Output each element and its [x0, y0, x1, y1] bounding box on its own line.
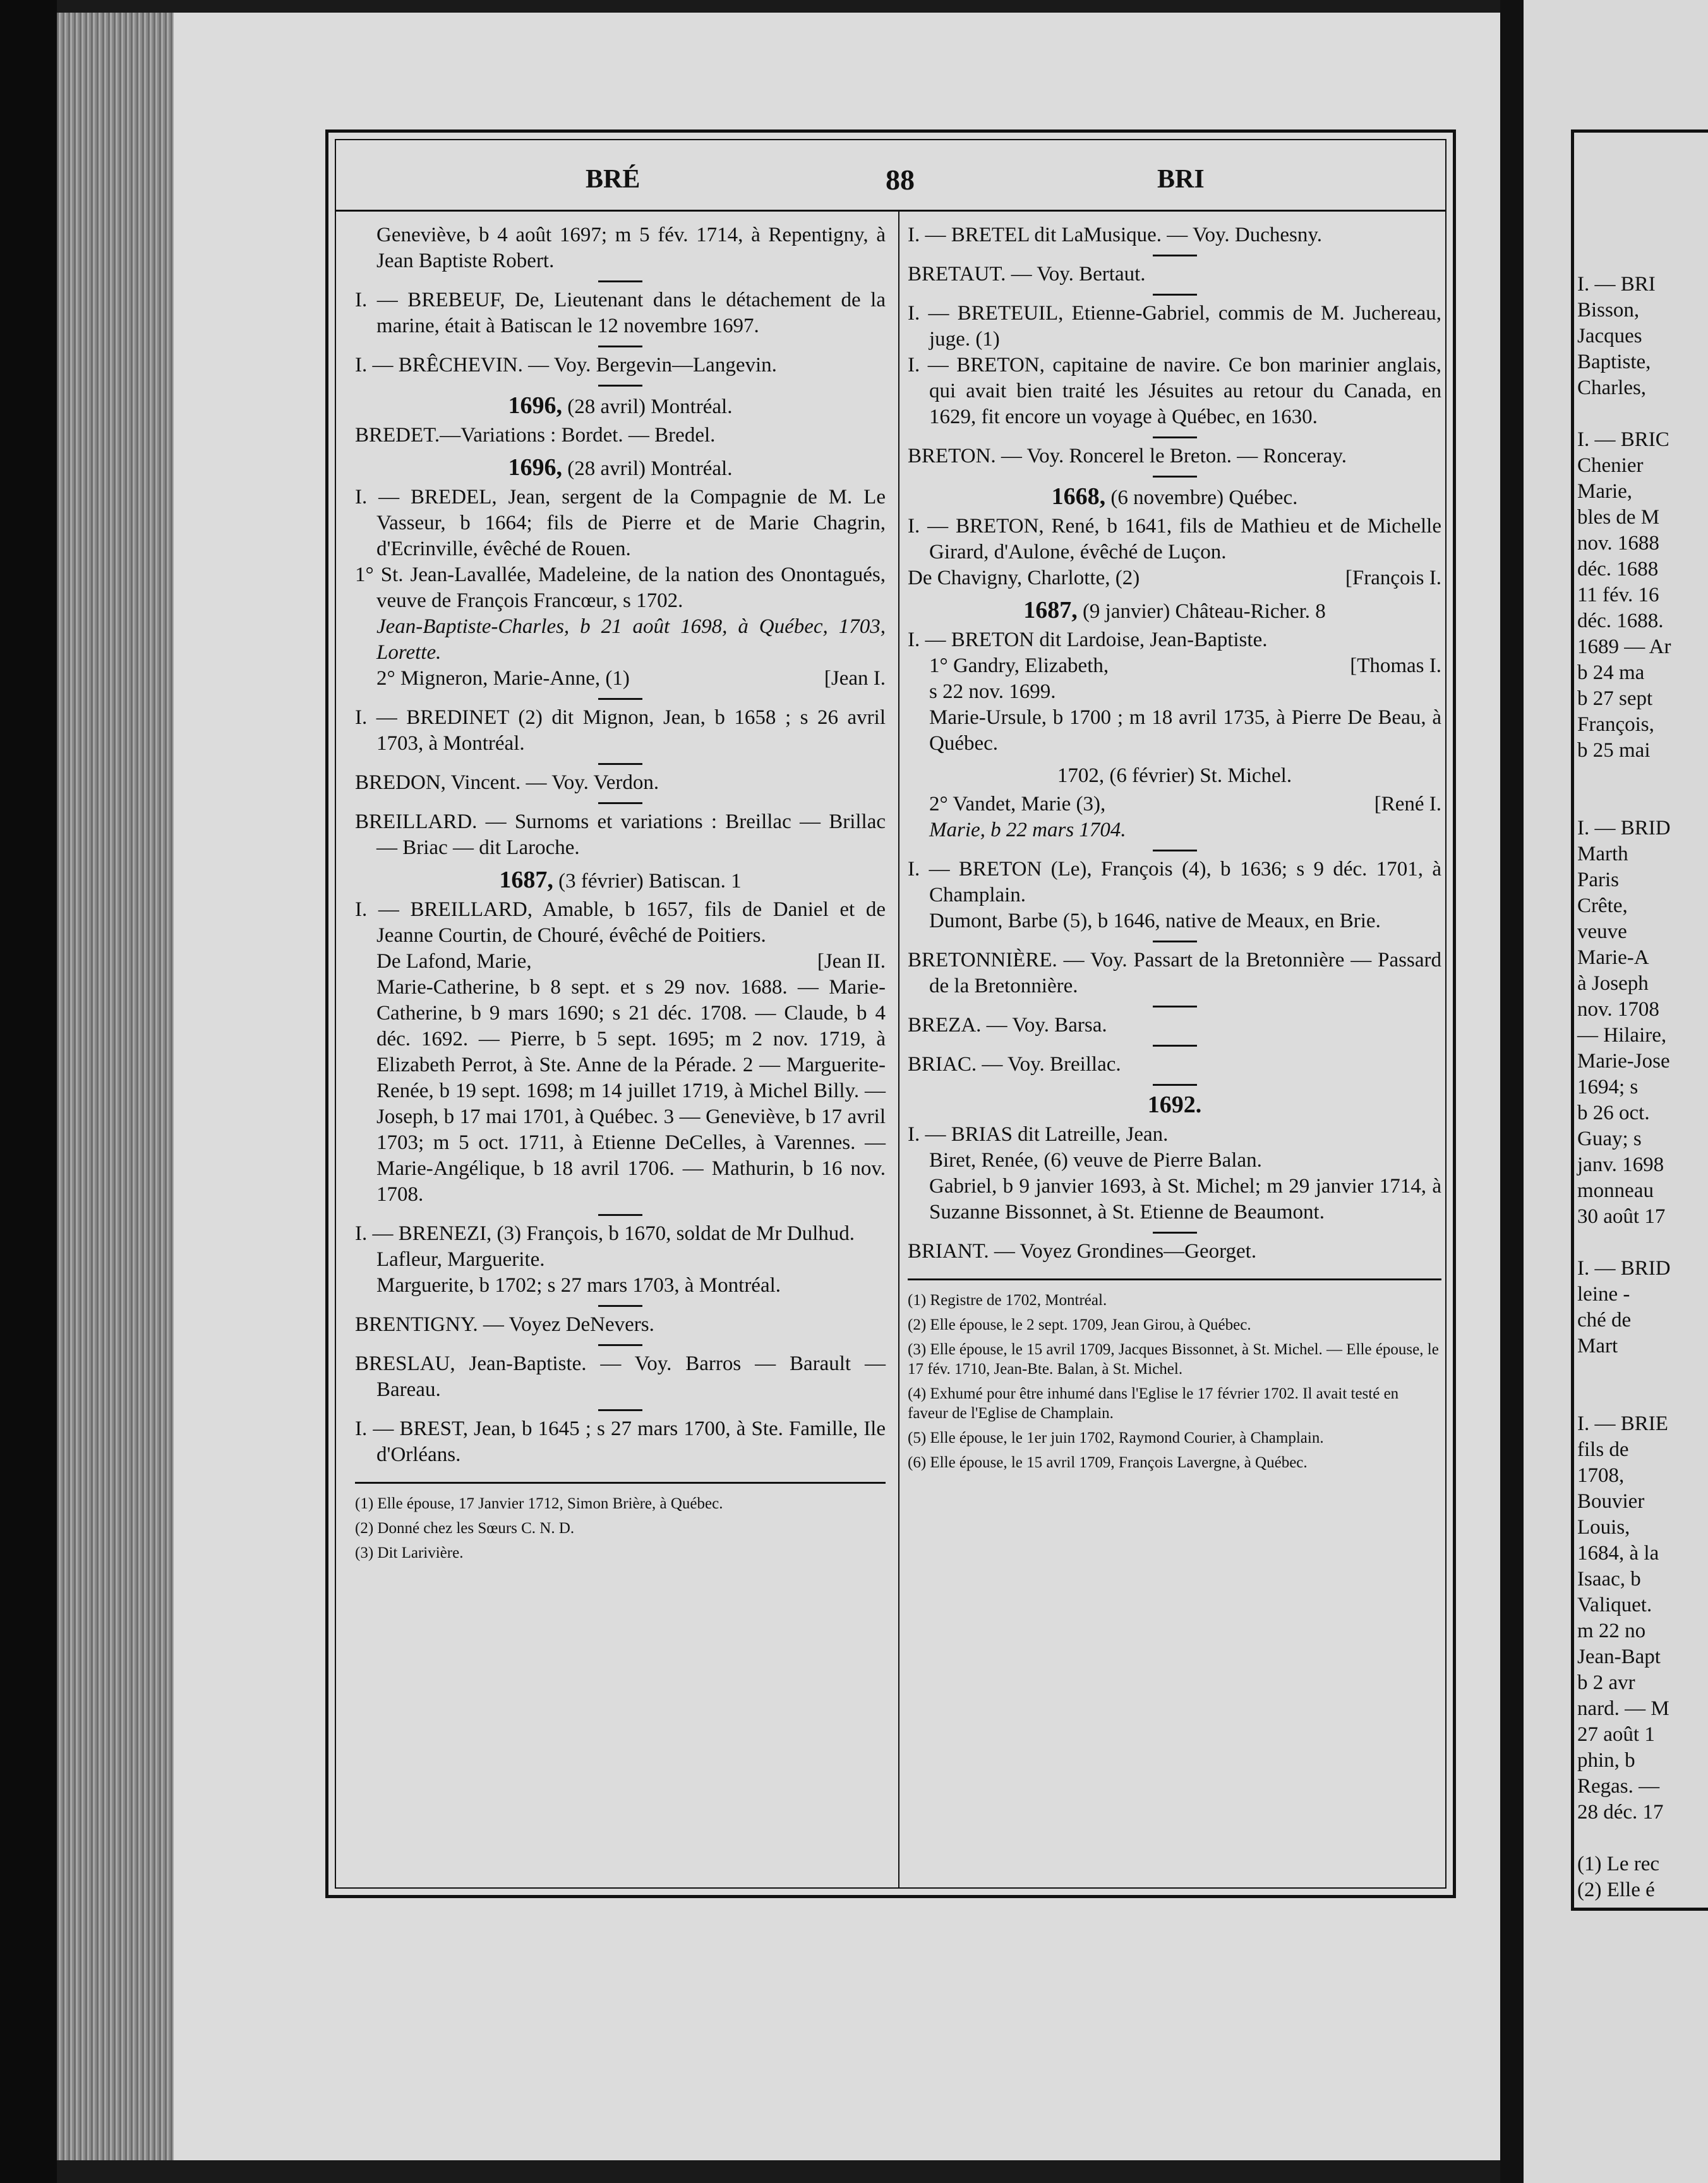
adjacent-page-line	[1577, 1825, 1671, 1851]
entry: Dumont, Barbe (5), b 1646, native de Meaux, en Brie.	[929, 910, 1381, 932]
entry: Lafleur, Marguerite.	[376, 1248, 545, 1271]
adjacent-page-line: I. — BRIC	[1577, 428, 1669, 451]
adjacent-page-line: Mart	[1577, 1335, 1618, 1357]
separator-rule	[598, 1409, 642, 1411]
entry: Geneviève, b 4 août 1697; m 5 fév. 1714, à Repentigny, à Jean Baptiste Robert.	[376, 224, 886, 272]
adjacent-page-line: I. — BRI	[1577, 273, 1656, 296]
spouse-line	[908, 653, 1441, 679]
entry: I. — BRETEUIL, Etienne-Gabriel, commis de M. Juchereau, juge. (1)	[908, 302, 1441, 351]
entry: I. — BRÊCHEVIN. — Voy. Bergevin—Langevin.	[355, 354, 777, 376]
marriage-place: (28 avril) Montréal.	[562, 395, 733, 418]
entry: Gabriel, b 9 janvier 1693, à St. Michel; m 29 janvier 1714, à Suzanne Bissonnet, à St. Etienne de Beaumont.	[929, 1175, 1441, 1224]
adjacent-page-line: Baptiste,	[1577, 351, 1651, 373]
adjacent-page-line: b 27 sept	[1577, 687, 1653, 710]
adjacent-page-line: Isaac, b	[1577, 1568, 1641, 1591]
adjacent-page-line: Crête,	[1577, 894, 1628, 917]
book-gutter	[1500, 0, 1524, 2183]
spouse-parent: [Jean II.	[817, 950, 886, 973]
spouse-line	[908, 565, 1441, 591]
entry: BRETAUT. — Voy. Bertaut.	[908, 263, 1146, 286]
adjacent-page-line: b 2 avr	[1577, 1671, 1635, 1694]
footnote: (2) Elle épouse, le 2 sept. 1709, Jean Girou, à Québec.	[908, 1316, 1251, 1333]
adjacent-page-line: I. — BRIE	[1577, 1412, 1668, 1435]
header-right: BRI	[1157, 165, 1205, 194]
separator-rule	[598, 802, 642, 804]
entry: I. — BRENEZI, (3) François, b 1670, soldat de Mr Dulhud.	[355, 1222, 855, 1245]
entry: BREZA. — Voy. Barsa.	[908, 1014, 1107, 1037]
separator-rule	[1153, 294, 1197, 296]
page-frame	[325, 129, 1456, 1898]
entry: I. — BRETON dit Lardoise, Jean-Baptiste.	[908, 628, 1268, 651]
adjacent-page-line: Marie-Jose	[1577, 1050, 1670, 1073]
adjacent-page-line: 27 août 1	[1577, 1723, 1655, 1746]
adjacent-page-line: b 25 mai	[1577, 739, 1651, 762]
footnote: (1) Elle épouse, 17 Janvier 1712, Simon Brière, à Québec.	[355, 1495, 723, 1512]
footnote-rule	[355, 1482, 886, 1484]
adjacent-page-line: leine -	[1577, 1283, 1630, 1306]
spouse-name: 2° Vandet, Marie (3),	[929, 793, 1106, 815]
adjacent-page-line: Guay; s	[1577, 1128, 1642, 1150]
adjacent-page-line: m 22 no	[1577, 1620, 1646, 1642]
marriage-place: (9 janvier) Château-Richer. 8	[1077, 600, 1326, 623]
entry: BREILLARD. — Surnoms et variations : Breillac — Brillac — Briac — dit Laroche.	[355, 810, 886, 859]
separator-rule	[598, 346, 642, 347]
adjacent-page-line: Jean-Bapt	[1577, 1645, 1661, 1668]
left-column	[355, 222, 886, 1568]
adjacent-page-line: Valiquet.	[1577, 1594, 1652, 1616]
adjacent-page-line	[1577, 790, 1671, 815]
adjacent-page-line: Marie,	[1577, 480, 1633, 503]
adjacent-page-line	[1577, 401, 1671, 427]
separator-rule	[598, 280, 642, 282]
entry: I. — BRIAS dit Latreille, Jean.	[908, 1123, 1169, 1146]
entry: I. — BREBEUF, De, Lieutenant dans le détachement de la marine, était à Batiscan le 12 novembre 1697.	[355, 289, 886, 337]
adjacent-page-line	[1577, 1385, 1671, 1411]
footnote: (3) Dit Larivière.	[355, 1544, 464, 1561]
separator-rule	[598, 763, 642, 765]
entry: I. — BRETEL dit LaMusique. — Voy. Duchesny.	[908, 224, 1322, 246]
entry: I. — BREDINET (2) dit Mignon, Jean, b 1658 ; s 26 avril 1703, à Montréal.	[355, 706, 886, 755]
book-page-edges	[57, 13, 177, 2160]
entry: Biret, Renée, (6) veuve de Pierre Balan.	[929, 1149, 1262, 1172]
adjacent-page-line: Regas. —	[1577, 1775, 1660, 1798]
adjacent-page-line: Louis,	[1577, 1516, 1630, 1539]
adjacent-page-line: 11 fév. 16	[1577, 584, 1659, 606]
adjacent-page-line: bles de M	[1577, 506, 1660, 529]
footnote: (3) Elle épouse, le 15 avril 1709, Jacques Bissonnet, à St. Michel. — Elle épouse, le 17 fév. 1710, Jean-Bte. Balan, à St. Michel.	[908, 1341, 1439, 1378]
header-left: BRÉ	[586, 165, 640, 194]
adjacent-page-line	[1577, 1230, 1671, 1256]
separator-rule	[1153, 1006, 1197, 1007]
adjacent-page-line: Jacques	[1577, 325, 1642, 347]
adjacent-page-line: déc. 1688.	[1577, 610, 1664, 632]
adjacent-page-line: ché de	[1577, 1309, 1632, 1332]
adjacent-page-line: I. — BRID	[1577, 817, 1671, 839]
marriage-date-heading	[355, 455, 886, 482]
column-divider	[898, 210, 899, 1887]
separator-rule	[598, 698, 642, 700]
marriage-year: 1692.	[1147, 1092, 1202, 1118]
marriage-year: 1687,	[1023, 597, 1078, 623]
separator-rule	[598, 385, 642, 387]
adjacent-page-line: déc. 1688	[1577, 558, 1659, 580]
footnote-rule	[908, 1278, 1441, 1280]
adjacent-page	[1524, 0, 1708, 2183]
adjacent-page-line: 28 déc. 17	[1577, 1801, 1664, 1824]
adjacent-page-line: (1) Le rec	[1577, 1853, 1660, 1875]
adjacent-page-line	[1577, 1359, 1671, 1385]
marriage-date-heading	[355, 393, 886, 420]
adjacent-page-line: fils de	[1577, 1438, 1629, 1461]
entry: I. — BREDEL, Jean, sergent de la Compagnie de M. Le Vasseur, b 1664; fils de Pierre et de Marie Chagrin, d'Ecrinville, évêché de Rouen.	[355, 486, 886, 560]
adjacent-page-line: 1708,	[1577, 1464, 1625, 1487]
adjacent-page-line: Bouvier	[1577, 1490, 1645, 1513]
adjacent-page-line: à Joseph	[1577, 972, 1649, 995]
separator-rule	[1153, 436, 1197, 438]
page-frame-inner	[335, 139, 1446, 1889]
marriage-year: 1696,	[508, 392, 563, 419]
entry: BRIANT. — Voyez Grondines—Georget.	[908, 1240, 1257, 1263]
entry: BRENTIGNY. — Voyez DeNevers.	[355, 1313, 654, 1336]
spouse-parent: [François I.	[1345, 567, 1441, 589]
spouse-line	[908, 791, 1441, 817]
marriage-date-heading: 1702, (6 février) St. Michel.	[1057, 764, 1292, 787]
marriage-place: (3 février) Batiscan. 1	[553, 870, 742, 893]
footnote: (2) Donné chez les Sœurs C. N. D.	[355, 1520, 575, 1537]
spouse-parent: [Thomas I.	[1350, 654, 1441, 677]
entry: I. — BRETON (Le), François (4), b 1636; s 9 déc. 1701, à Champlain.	[908, 858, 1441, 906]
separator-rule	[1153, 1084, 1197, 1086]
adjacent-page-line: b 26 oct.	[1577, 1102, 1650, 1124]
adjacent-page-line: nov. 1708	[1577, 998, 1659, 1021]
footnote: (5) Elle épouse, le 1er juin 1702, Raymond Courier, à Champlain.	[908, 1429, 1324, 1446]
spouse-line	[355, 949, 886, 975]
adjacent-page-text	[1577, 272, 1671, 1903]
separator-rule	[598, 1344, 642, 1346]
adjacent-page-line: phin, b	[1577, 1749, 1635, 1772]
running-header	[336, 140, 1445, 212]
marriage-date-heading	[908, 484, 1441, 511]
adjacent-page-line: janv. 1698	[1577, 1153, 1664, 1176]
marriage-date-heading	[908, 1092, 1441, 1119]
entry: Jean-Baptiste-Charles, b 21 août 1698, à Québec, 1703, Lorette.	[376, 615, 886, 664]
marriage-date-heading	[908, 598, 1441, 625]
right-column	[908, 222, 1441, 1477]
marriage-place: (28 avril) Montréal.	[562, 457, 733, 480]
adjacent-page-line: veuve	[1577, 920, 1627, 943]
entry: BRETONNIÈRE. — Voy. Passart de la Bretonnière — Passard de la Bretonnière.	[908, 949, 1441, 997]
entry: 1° St. Jean-Lavallée, Madeleine, de la nation des Onontagués, veuve de François Francœur, s 1702.	[355, 563, 886, 612]
separator-rule	[598, 1305, 642, 1307]
separator-rule	[1153, 850, 1197, 851]
marriage-year: 1696,	[508, 454, 563, 481]
adjacent-page-line: 1689 — Ar	[1577, 635, 1671, 658]
spouse-parent: [René I.	[1374, 793, 1441, 815]
adjacent-page-line: Marth	[1577, 843, 1628, 865]
spouse-name: 2° Migneron, Marie-Anne, (1)	[376, 667, 630, 690]
spouse-name: De Lafond, Marie,	[376, 950, 532, 973]
entry: BREDON, Vincent. — Voy. Verdon.	[355, 771, 659, 794]
adjacent-page-line: Chenier	[1577, 454, 1644, 477]
adjacent-page-line: I. — BRID	[1577, 1257, 1671, 1280]
adjacent-page-line: Bisson,	[1577, 299, 1640, 322]
spouse-line	[355, 666, 886, 692]
spouse-name: 1° Gandry, Elizabeth,	[929, 654, 1109, 677]
separator-rule	[1153, 476, 1197, 478]
separator-rule	[1153, 941, 1197, 942]
entry: s 22 nov. 1699.	[929, 680, 1056, 703]
adjacent-page-line: monneau	[1577, 1179, 1654, 1202]
adjacent-page-line: 1684, à la	[1577, 1542, 1659, 1565]
entry: I. — BRETON, René, b 1641, fils de Mathieu et de Michelle Girard, d'Aulone, évêché de Luçon.	[908, 515, 1441, 563]
separator-rule	[1153, 1045, 1197, 1047]
adjacent-page-line: Marie-A	[1577, 946, 1649, 969]
marriage-year: 1668,	[1051, 483, 1106, 510]
adjacent-page-line	[1577, 764, 1671, 790]
adjacent-page-line: nov. 1688	[1577, 532, 1659, 555]
marriage-year: 1687,	[499, 867, 553, 893]
adjacent-page-line: b 24 ma	[1577, 661, 1645, 684]
entry: I. — BRETON, capitaine de navire. Ce bon marinier anglais, qui avait bien traité les Jésuites au retour du Canada, en 1629, fit encore un voyage à Québec, en 1630.	[908, 354, 1441, 428]
entry: Marie-Ursule, b 1700 ; m 18 avril 1735, à Pierre De Beau, à Québec.	[929, 706, 1441, 755]
spouse-name: De Chavigny, Charlotte, (2)	[908, 567, 1140, 589]
footnote: (6) Elle épouse, le 15 avril 1709, François Lavergne, à Québec.	[908, 1454, 1308, 1471]
adjacent-page-line: François,	[1577, 713, 1654, 736]
spouse-parent: [Jean I.	[824, 667, 886, 690]
adjacent-page-line: 30 août 17	[1577, 1205, 1666, 1228]
adjacent-page-line: nard. — M	[1577, 1697, 1669, 1720]
entry: Marguerite, b 1702; s 27 mars 1703, à Montréal.	[376, 1274, 781, 1297]
separator-rule	[1153, 1232, 1197, 1234]
adjacent-page-line: Paris	[1577, 869, 1619, 891]
adjacent-page-line: 1694; s	[1577, 1076, 1639, 1098]
marriage-date-heading	[355, 867, 886, 894]
entry: I. — BREST, Jean, b 1645 ; s 27 mars 1700, à Ste. Famille, Ile d'Orléans.	[355, 1417, 886, 1466]
children-entry: Marie-Catherine, b 8 sept. et s 29 nov. 1688. — Marie-Catherine, b 9 mars 1690; s 21 déc. 1708. — Claude, b 4 déc. 1692. — Pierre, b 5 sept. 1695; m 2 nov. 1719, à Elizabeth Perrot, à Ste. Anne de la Pérade. 2 — Marguerite-Renée, b 19 sept. 1698; m 14 juillet 1719, à Michel Billy. — Joseph, b 17 mai 1701, à Québec. 3 — Geneviève, b 17 avril 1703; m 5 oct. 1711, à Etienne DeCelles, à Varennes. — Marie-Angélique, b 18 avril 1706. — Mathurin, b 16 nov. 1708.	[376, 976, 886, 1206]
footnote: (4) Exhumé pour être inhumé dans l'Eglise le 17 février 1702. Il avait testé en faveur de l'Eglise de Champlain.	[908, 1385, 1399, 1422]
adjacent-page-line: — Hilaire,	[1577, 1024, 1667, 1047]
adjacent-page-line: Charles,	[1577, 376, 1647, 399]
entry: BRESLAU, Jean-Baptiste. — Voy. Barros — Barault — Bareau.	[355, 1352, 886, 1401]
entry: I. — BREILLARD, Amable, b 1657, fils de Daniel et de Jeanne Courtin, de Chouré, évêché de Poitiers.	[355, 898, 886, 947]
entry: Marie, b 22 mars 1704.	[929, 819, 1126, 841]
page-number: 88	[886, 164, 915, 196]
entry: BRIAC. — Voy. Breillac.	[908, 1053, 1121, 1076]
adjacent-page-line: (2) Elle é	[1577, 1879, 1655, 1901]
separator-rule	[598, 1214, 642, 1216]
scanner-edge	[0, 0, 57, 2183]
entry: BREDET.—Variations : Bordet. — Bredel.	[355, 424, 716, 447]
marriage-place: (6 novembre) Québec.	[1105, 486, 1298, 509]
separator-rule	[1153, 255, 1197, 256]
footnote: (1) Registre de 1702, Montréal.	[908, 1292, 1107, 1309]
entry: BRETON. — Voy. Roncerel le Breton. — Ronceray.	[908, 445, 1347, 467]
